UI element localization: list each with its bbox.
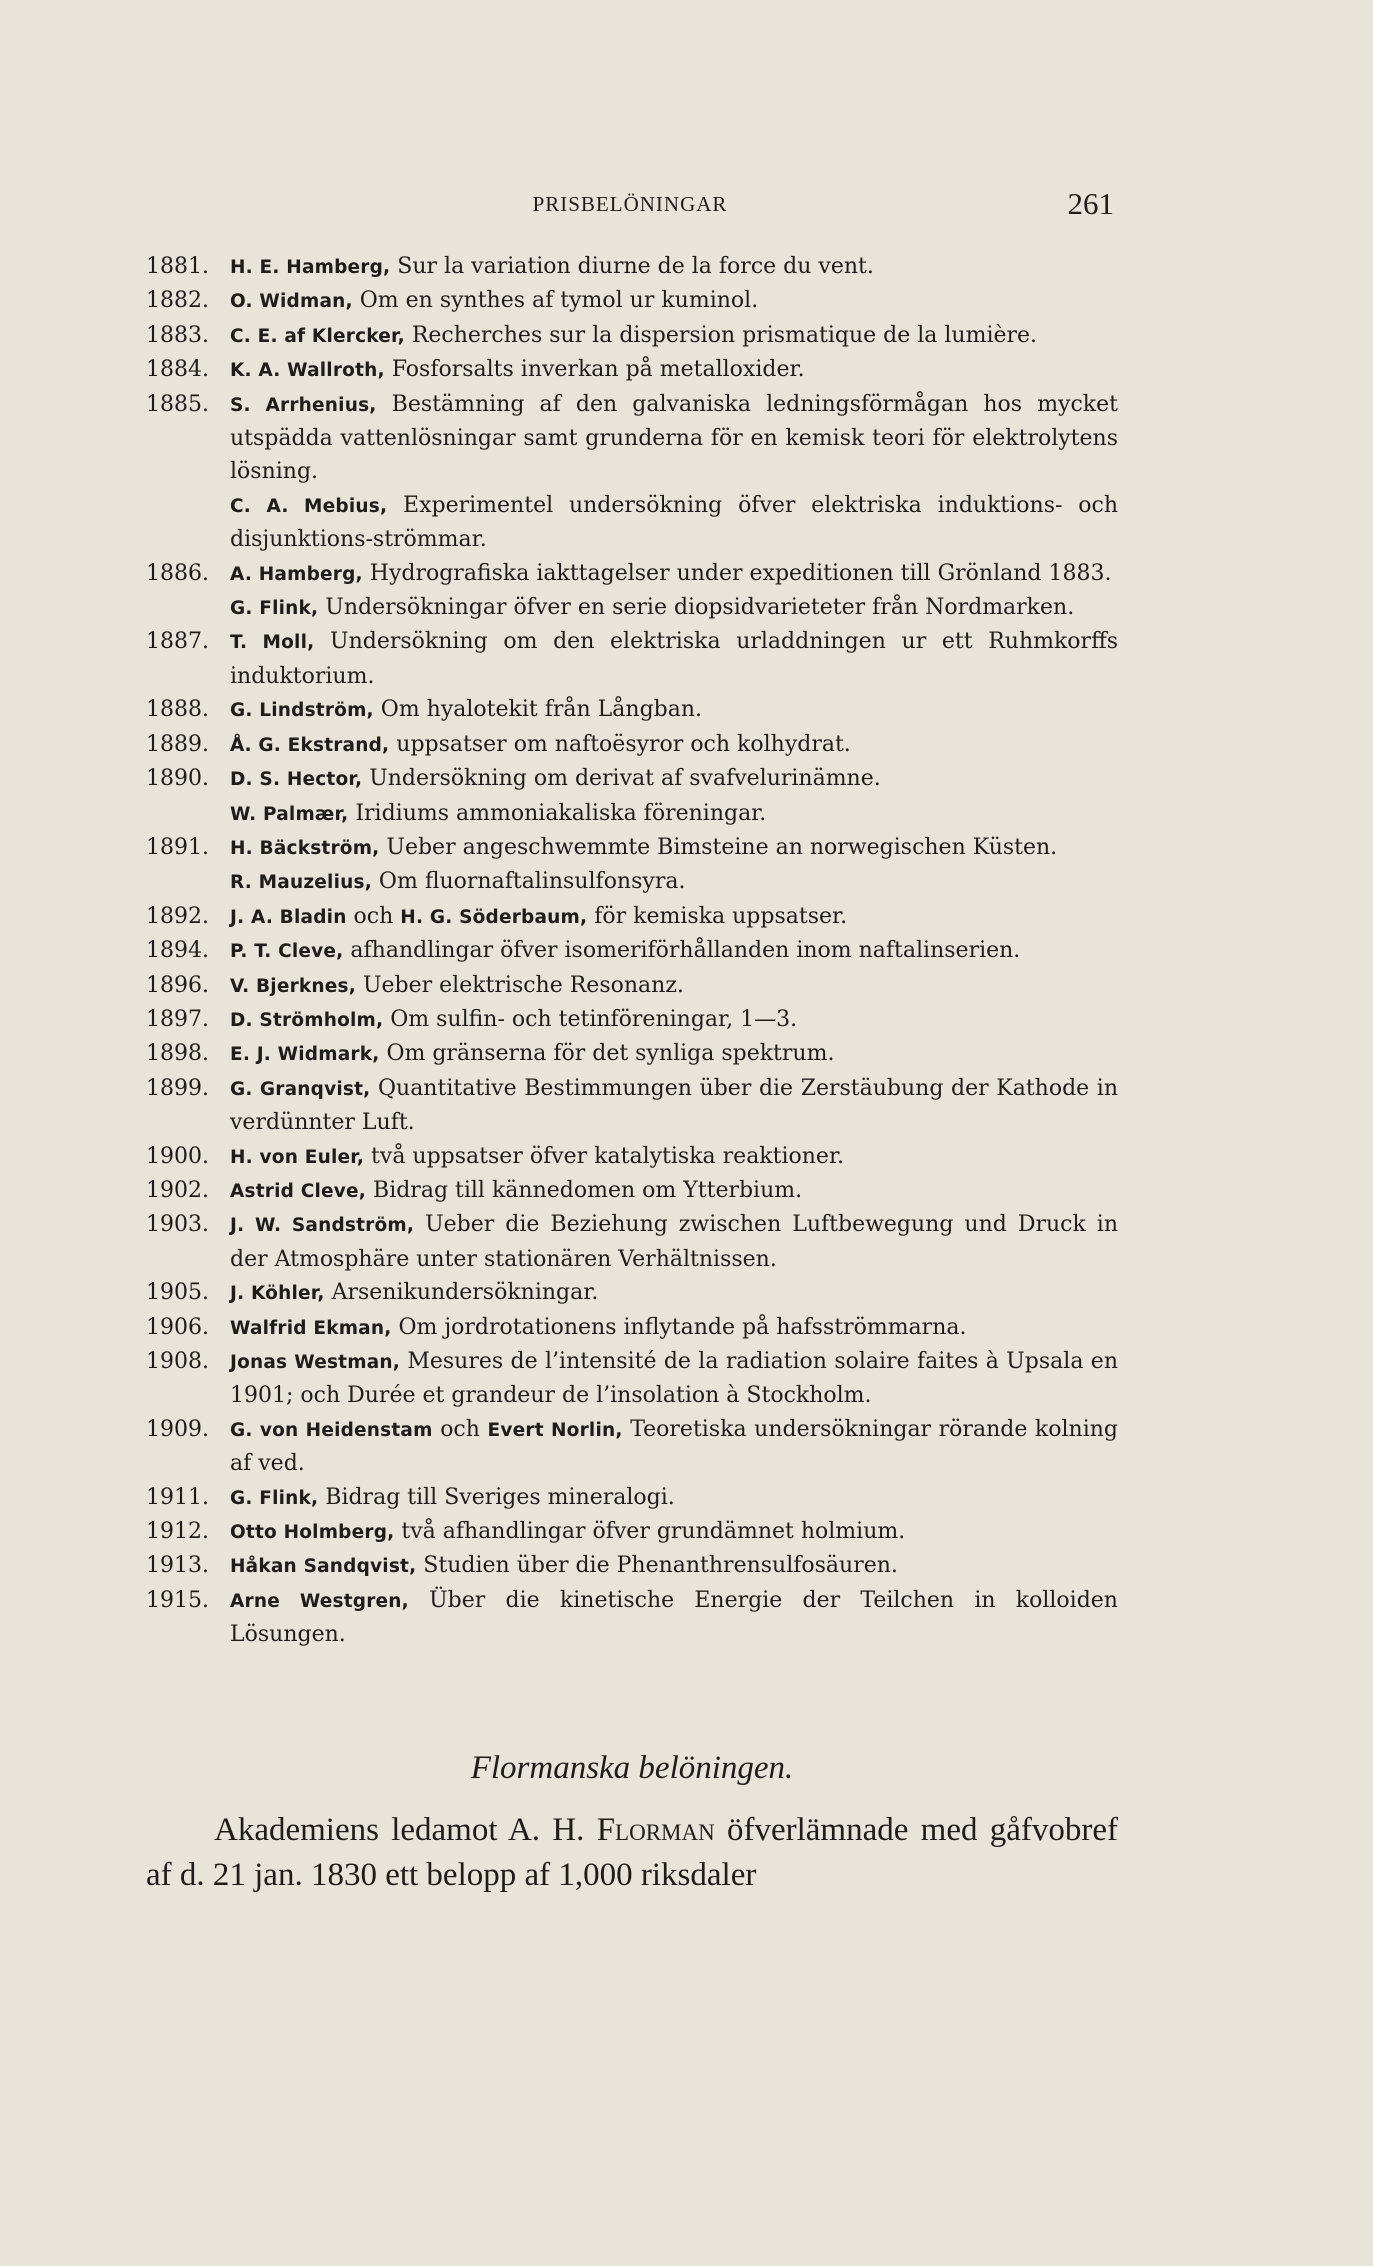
entry-title: Bidrag till Sveriges mineralogi. (318, 1484, 675, 1510)
entry-title: Sur la variation diurne de la force du vent. (390, 254, 874, 279)
entry-year: 1897. (146, 1006, 209, 1032)
entry-year: 1912. (146, 1519, 209, 1545)
entry-year: 1913. (146, 1553, 209, 1579)
entry-year: 1889. (146, 731, 209, 757)
list-item (146, 797, 1118, 831)
entry-year: 1911. (146, 1484, 209, 1510)
running-head (146, 186, 1114, 226)
entry-text (230, 1549, 1118, 1583)
entry-text (230, 591, 1118, 625)
paragraph-name: Florman (596, 1812, 715, 1848)
list-item (146, 353, 1118, 387)
entry-text (230, 388, 1118, 489)
list-item (146, 1311, 1118, 1345)
entry-text (230, 1515, 1118, 1549)
entry-title: Über die kinetische Energie der Teilchen in kolloiden Lösungen. (230, 1587, 1118, 1648)
entry-title: för kemiska uppsatser. (587, 903, 848, 929)
entry-title: Undersökning om den elektriska urladdningen ur ett Ruhmkorffs induktorium. (230, 629, 1118, 689)
entry-title: Experimentel undersökning öfver elektriska induktions- och disjunktions-strömmar. (230, 492, 1118, 553)
entry-title: Bidrag till kännedomen om Ytterbium. (366, 1177, 803, 1203)
entry-author: P. T. Cleve, (230, 941, 344, 963)
entry-author: W. Palmær, (230, 803, 349, 825)
entry-author: R. Mauzelius, (230, 872, 372, 894)
entry-text (230, 625, 1118, 693)
entry-title: Recherches sur la dispersion prismatique de la lumière. (404, 322, 1038, 348)
paragraph-end: öfverlämnade med gåfvobref af d. 21 jan. 1830 ett belopp af 1,000 riksdaler (146, 1812, 1119, 1893)
entry-title: Om jordrotationens inflytande på hafsströmmarna. (391, 1314, 967, 1340)
entry-title: Undersökningar öfver en serie diopsidvarieteter från Nordmarken. (318, 595, 1075, 621)
entry-title: Ueber elektrische Resonanz. (355, 972, 684, 998)
entry-author: G. Lindström, (230, 700, 374, 722)
entry-author: G. Flink, (230, 1487, 319, 1509)
list-item (146, 900, 1118, 934)
entry-author: D. Strömholm, (230, 1009, 384, 1031)
list-item (146, 1549, 1118, 1583)
list-item (146, 934, 1118, 968)
entry-author: T. Moll, (230, 632, 315, 654)
entry-title: två uppsatser öfver katalytiska reaktioner. (364, 1143, 845, 1169)
entry-author: J. Köhler, (230, 1283, 325, 1305)
entry-year: 1902. (146, 1177, 209, 1203)
entry-year (146, 489, 230, 557)
list-item (146, 969, 1118, 1003)
entry-year: 1896. (146, 972, 209, 998)
entry-title: och (432, 1416, 488, 1442)
entry-author: S. Arrhenius, (230, 394, 377, 416)
list-item (146, 489, 1118, 557)
entry-title: Bestämning af den galvaniska ledningsförmågan hos mycket utspädda vattenlösningar samt grunderna för en kemisk teori för elektrolytens lösning. (230, 391, 1118, 485)
entry-text (230, 284, 1118, 318)
entry-author: Å. G. Ekstrand, (230, 734, 390, 756)
entry-year: 1888. (146, 697, 209, 723)
entry-year: 1908. (146, 1349, 209, 1374)
entry-year: 1883. (146, 322, 209, 348)
body-paragraph (146, 1808, 1118, 1898)
list-item (146, 865, 1118, 899)
list-item (146, 1174, 1118, 1208)
list-item (146, 1072, 1118, 1140)
list-item (146, 1413, 1118, 1481)
entry-year: 1905. (146, 1280, 209, 1306)
entry-title: Om gränserna för det synliga spektrum. (379, 1041, 835, 1067)
entry-year: 1881. (146, 254, 209, 279)
entry-year: 1894. (146, 938, 209, 964)
entry-author: V. Bjerknes, (230, 975, 356, 997)
list-item (146, 693, 1118, 727)
entry-text (230, 1584, 1118, 1652)
entry-author: Otto Holmberg, (230, 1522, 395, 1544)
entry-title: uppsatser om naftoësyror och kolhydrat. (389, 731, 851, 757)
entry-year: 1903. (146, 1212, 209, 1238)
entry-year: 1884. (146, 357, 209, 383)
entry-text (230, 1276, 1118, 1310)
list-item (146, 591, 1118, 625)
list-item (146, 728, 1118, 762)
list-item (146, 625, 1118, 693)
entry-title: afhandlingar öfver isomeriförhållanden inom naftalinserien. (343, 938, 1021, 964)
entry-author: D. S. Hector, (230, 769, 363, 791)
list-item (146, 1208, 1118, 1276)
list-item (146, 1003, 1118, 1037)
entry-author: Evert Norlin, (487, 1419, 623, 1441)
list-item (146, 284, 1118, 318)
entry-text (230, 728, 1118, 762)
entry-title: Teoretiska undersökningar rörande kolning af ved. (230, 1416, 1118, 1477)
entry-title: Studien über die Phenanthrensulfosäuren. (416, 1553, 898, 1579)
entry-text (230, 1208, 1118, 1276)
entry-title: Hydrografiska iakttagelser under expeditionen till Grönland 1883. (362, 560, 1112, 586)
entry-text (230, 900, 1118, 934)
entry-author: K. A. Wallroth, (230, 360, 385, 382)
entry-title: Om sulfin- och tetinföreningar, 1—3. (383, 1006, 798, 1032)
entry-year: 1882. (146, 288, 209, 314)
entry-text (230, 1072, 1118, 1140)
paragraph-start: Akademiens ledamot A. H. (214, 1812, 597, 1848)
list-item (146, 1140, 1118, 1174)
entry-title: två afhandlingar öfver grundämnet holmium. (394, 1519, 906, 1545)
entry-text (230, 1311, 1118, 1345)
entry-text (230, 1413, 1118, 1481)
entry-author: H. von Euler, (230, 1146, 365, 1168)
entry-text (230, 693, 1118, 727)
entry-year (146, 797, 230, 831)
entry-text (230, 1037, 1118, 1071)
entry-title: Arsenikundersökningar. (324, 1280, 599, 1306)
entry-title: Om hyalotekit från Långban. (373, 697, 703, 723)
entry-text (230, 762, 1118, 796)
entry-text (230, 1003, 1118, 1037)
entry-title: Om fluornaftalinsulfonsyra. (371, 869, 686, 895)
entry-year: 1892. (146, 903, 209, 929)
entry-author: E. J. Widmark, (230, 1044, 380, 1066)
entry-title: Iridiums ammoniakaliska föreningar. (348, 800, 767, 826)
entry-author: Arne Westgren, (230, 1590, 409, 1612)
entry-text (230, 969, 1118, 1003)
list-item (146, 1481, 1118, 1515)
entry-year: 1891. (146, 834, 209, 860)
entry-text (230, 353, 1118, 387)
entry-title: Ueber die Beziehung zwischen Luftbewegung und Druck in der Atmosphäre unter stationären Verhältnissen. (230, 1212, 1118, 1272)
entry-text (230, 557, 1118, 591)
entry-text (230, 319, 1118, 353)
entry-text (230, 831, 1118, 865)
entry-year: 1915. (146, 1587, 209, 1613)
entry-text (230, 1345, 1118, 1413)
entry-title: Om en synthes af tymol ur kuminol. (352, 288, 759, 314)
entry-year: 1886. (146, 560, 209, 586)
entry-text (230, 250, 1118, 284)
list-item (146, 762, 1118, 796)
entry-author: H. Bäckström, (230, 837, 380, 859)
entry-author: G. Flink, (230, 598, 319, 620)
list-item (146, 319, 1118, 353)
entry-author: H. G. Söderbaum, (400, 906, 588, 928)
list-item (146, 1584, 1118, 1652)
entry-year: 1887. (146, 629, 209, 655)
list-item (146, 1276, 1118, 1310)
entry-year: 1885. (146, 391, 209, 417)
entry-text (230, 797, 1118, 831)
entry-author: Astrid Cleve, (230, 1180, 367, 1202)
entry-year (146, 591, 230, 625)
entry-title: Ueber angeschwemmte Bimsteine an norwegischen Küsten. (379, 834, 1058, 860)
entry-author: O. Widman, (230, 291, 353, 313)
entry-title: Mesures de l’intensité de la radiation solaire faites à Upsala en 1901; och Durée et grandeur de l’insolation à Stockholm. (230, 1349, 1118, 1409)
entry-year: 1899. (146, 1075, 209, 1101)
entry-year: 1909. (146, 1416, 209, 1442)
entry-author: J. A. Bladin (230, 906, 347, 928)
section-title: Flormanska belöningen. (470, 1750, 794, 1786)
entry-author: G. Granqvist, (230, 1078, 371, 1100)
list-item (146, 388, 1118, 489)
entry-author: Jonas Westman, (230, 1352, 400, 1373)
running-title: PRISBELÖNINGAR (532, 192, 728, 216)
entry-year (146, 865, 230, 899)
prize-list (146, 250, 1118, 1652)
entry-author: C. E. af Klercker, (230, 325, 405, 347)
entry-author: G. von Heidenstam (230, 1419, 433, 1441)
page-number: 261 (1067, 186, 1114, 221)
entry-author: Håkan Sandqvist, (230, 1556, 417, 1578)
entry-text (230, 865, 1118, 899)
list-item (146, 1345, 1118, 1413)
entry-title: Quantitative Bestimmungen über die Zerstäubung der Kathode in verdünnter Luft. (230, 1075, 1119, 1136)
list-item (146, 557, 1118, 591)
list-item (146, 831, 1118, 865)
entry-year: 1906. (146, 1314, 209, 1340)
entry-text (230, 1140, 1118, 1174)
entry-text (230, 489, 1118, 557)
entry-text (230, 1174, 1118, 1208)
entry-text (230, 1481, 1118, 1515)
entry-author: A. Hamberg, (230, 563, 363, 585)
list-item (146, 1037, 1118, 1071)
entry-title: Undersökning om derivat af svafvelurinämne. (362, 766, 881, 792)
entry-title: Fosforsalts inverkan på metalloxider. (384, 357, 805, 383)
entry-author: H. E. Hamberg, (230, 257, 391, 278)
entry-year: 1900. (146, 1143, 209, 1169)
list-item (146, 250, 1118, 284)
entry-title: och (346, 903, 401, 929)
entry-text (230, 934, 1118, 968)
entry-author: J. W. Sandström, (230, 1215, 415, 1237)
entry-author: C. A. Mebius, (230, 495, 388, 517)
entry-author: Walfrid Ekman, (230, 1317, 392, 1339)
entry-year: 1898. (146, 1041, 209, 1067)
list-item (146, 1515, 1118, 1549)
entry-year: 1890. (146, 766, 209, 792)
